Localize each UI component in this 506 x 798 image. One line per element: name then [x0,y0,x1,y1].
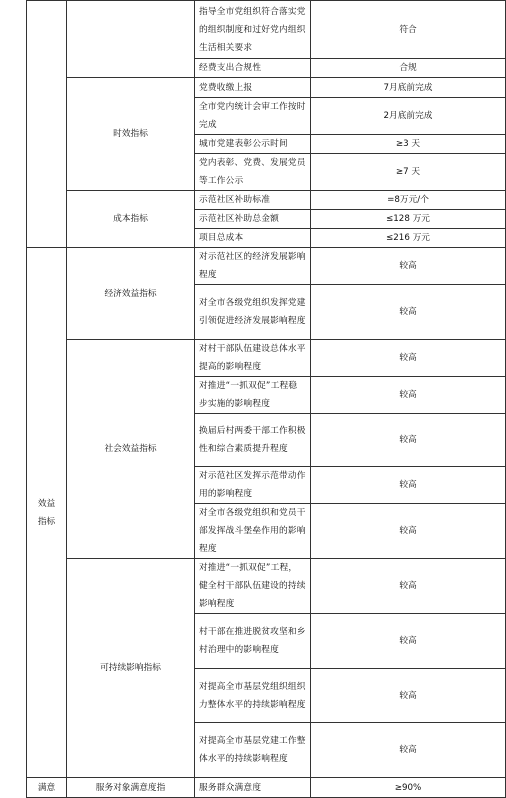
target-value-cell: ≤128 万元 [311,210,506,229]
indicator-cell: 对全市各级党组织发挥党建引领促进经济发展影响程度 [195,285,311,340]
indicator-cell: 党内表彰、党费、发展党员等工作公示 [195,154,311,191]
level2-indicator-cell: 社会效益指标 [67,340,195,559]
table-row [27,191,506,210]
table-row [27,1,506,59]
indicator-cell: 党费收缴上报 [195,78,311,98]
target-value-cell: ≥3 天 [311,135,506,154]
target-value-cell: 较高 [311,723,506,778]
indicator-cell: 城市党建表彰公示时间 [195,135,311,154]
indicator-cell: 对全市各级党组织和党员干部发挥战斗堡垒作用的影响程度 [195,504,311,559]
table-row [27,559,506,614]
target-value-cell: 合规 [311,59,506,78]
target-value-cell: 较高 [311,669,506,723]
target-value-cell: ≥90% [311,778,506,798]
target-value-cell: 较高 [311,559,506,614]
indicator-cell: 全市党内统计会审工作按时完成 [195,98,311,135]
level2-indicator-cell: 时效指标 [67,78,195,191]
performance-indicator-table [26,0,506,798]
target-value-cell: 较高 [311,248,506,285]
level2-indicator-cell: 经济效益指标 [67,248,195,340]
level1-indicator-cell: 效益 指标 [27,248,67,778]
target-value-cell: ≥7 天 [311,154,506,191]
indicator-cell: 村干部在推进脱贫攻坚和乡村治理中的影响程度 [195,614,311,669]
indicator-cell: 对推进“一抓双促”工程稳步实施的影响程度 [195,377,311,414]
indicator-cell: 示范社区补助标准 [195,191,311,210]
target-value-cell: 符合 [311,1,506,59]
target-value-cell: 较高 [311,340,506,377]
indicator-cell: 服务群众满意度 [195,778,311,798]
table-row [27,78,506,98]
indicator-cell: 项目总成本 [195,229,311,248]
indicator-cell: 换届后村两委干部工作积极性和综合素质提升程度 [195,414,311,467]
level2-indicator-cell: 服务对象满意度指 [67,778,195,798]
level1-output-cell-continued [27,1,67,248]
table-row [27,778,506,798]
indicator-cell: 对示范社区的经济发展影响程度 [195,248,311,285]
target-value-cell: 较高 [311,614,506,669]
indicator-cell: 对推进“一抓双促”工程，健全村干部队伍建设的持续影响程度 [195,559,311,614]
target-value-cell: 较高 [311,285,506,340]
level2-quality-cell-continued [67,1,195,78]
level2-indicator-cell: 可持续影响指标 [67,559,195,778]
table-row [27,248,506,285]
target-value-cell: 7月底前完成 [311,78,506,98]
target-value-cell: 较高 [311,377,506,414]
indicator-cell: 示范社区补助总金额 [195,210,311,229]
target-value-cell: ≤216 万元 [311,229,506,248]
indicator-cell: 对提高全市基层党组织组织力整体水平的持续影响程度 [195,669,311,723]
indicator-cell: 对村干部队伍建设总体水平提高的影响程度 [195,340,311,377]
target-value-cell: =8万元/个 [311,191,506,210]
level2-indicator-cell: 成本指标 [67,191,195,248]
target-value-cell: 较高 [311,504,506,559]
indicator-cell: 经费支出合规性 [195,59,311,78]
target-value-cell: 2月底前完成 [311,98,506,135]
table-row [27,340,506,377]
indicator-cell: 对提高全市基层党建工作整体水平的持续影响程度 [195,723,311,778]
indicator-cell: 指导全市党组织符合落实党的组织制度和过好党内组织生活相关要求 [195,1,311,59]
indicator-cell: 对示范社区发挥示范带动作用的影响程度 [195,467,311,504]
target-value-cell: 较高 [311,467,506,504]
target-value-cell: 较高 [311,414,506,467]
level1-indicator-cell: 满意 [27,778,67,798]
